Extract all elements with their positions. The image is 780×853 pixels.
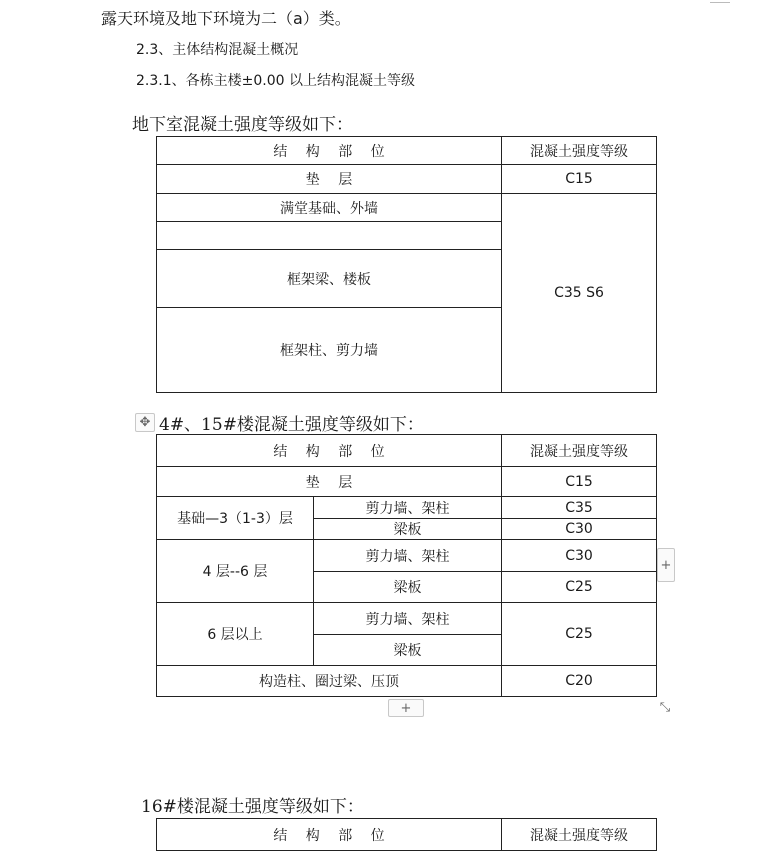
group2-floor: 4 层--6 层	[157, 540, 314, 603]
row-pad-part: 垫 层	[157, 467, 502, 497]
building-4-15-table	[156, 434, 657, 697]
plus-icon: +	[400, 700, 412, 716]
group2-wall-grade: C30	[502, 540, 657, 572]
basement-table	[156, 136, 657, 393]
table-move-handle[interactable]	[135, 413, 155, 432]
move-icon: ✥	[139, 415, 151, 430]
text-line-1: 露天环境及地下环境为二（a）类。	[101, 9, 351, 28]
row-last-part: 构造柱、圈过梁、压顶	[157, 666, 502, 697]
table-resize-handle[interactable]	[657, 699, 673, 715]
section2-heading: 4#、15#楼混凝土强度等级如下：	[159, 415, 424, 435]
group1-wall-grade: C35	[502, 497, 657, 519]
plus-icon: +	[660, 557, 672, 573]
group1-slab: 梁板	[314, 519, 502, 540]
header-grade: 混凝土强度等级	[502, 435, 657, 467]
section3-heading: 16#楼混凝土强度等级如下：	[141, 797, 364, 817]
building-16-table	[156, 818, 657, 851]
row-pad-part: 垫 层	[157, 165, 502, 194]
group3-floor: 6 层以上	[157, 603, 314, 666]
resize-icon: ⤡	[659, 699, 671, 715]
row-beam-part: 框架梁、楼板	[157, 250, 502, 308]
group2-wall: 剪力墙、架柱	[314, 540, 502, 572]
row-last-grade: C20	[502, 666, 657, 697]
merged-grade-cell: C35 S6	[502, 194, 657, 393]
row-foundation-part: 满堂基础、外墙	[157, 194, 502, 222]
group1-slab-grade: C30	[502, 519, 657, 540]
add-row-button[interactable]	[388, 699, 424, 717]
text-line-2: 2.3、主体结构混凝土概况	[136, 42, 299, 58]
group1-wall: 剪力墙、架柱	[314, 497, 502, 519]
group2-slab-grade: C25	[502, 572, 657, 603]
page-corner-mark	[710, 0, 730, 3]
group1-floor: 基础—3（1-3）层	[157, 497, 314, 540]
header-grade: 混凝土强度等级	[502, 819, 657, 851]
add-column-button[interactable]	[657, 548, 675, 582]
group3-slab: 梁板	[314, 635, 502, 666]
header-part: 结 构 部 位	[157, 137, 502, 165]
row-empty-part	[157, 222, 502, 250]
row-pad-grade: C15	[502, 467, 657, 497]
group3-grade: C25	[502, 603, 657, 666]
row-column-part: 框架柱、剪力墙	[157, 308, 502, 393]
section1-heading: 地下室混凝土强度等级如下：	[132, 115, 353, 135]
row-pad-grade: C15	[502, 165, 657, 194]
header-grade: 混凝土强度等级	[502, 137, 657, 165]
text-line-3: 2.3.1、各栋主楼±0.00 以上结构混凝土等级	[136, 73, 415, 89]
header-part: 结 构 部 位	[157, 435, 502, 467]
group2-slab: 梁板	[314, 572, 502, 603]
header-part: 结 构 部 位	[157, 819, 502, 851]
group3-wall: 剪力墙、架柱	[314, 603, 502, 635]
